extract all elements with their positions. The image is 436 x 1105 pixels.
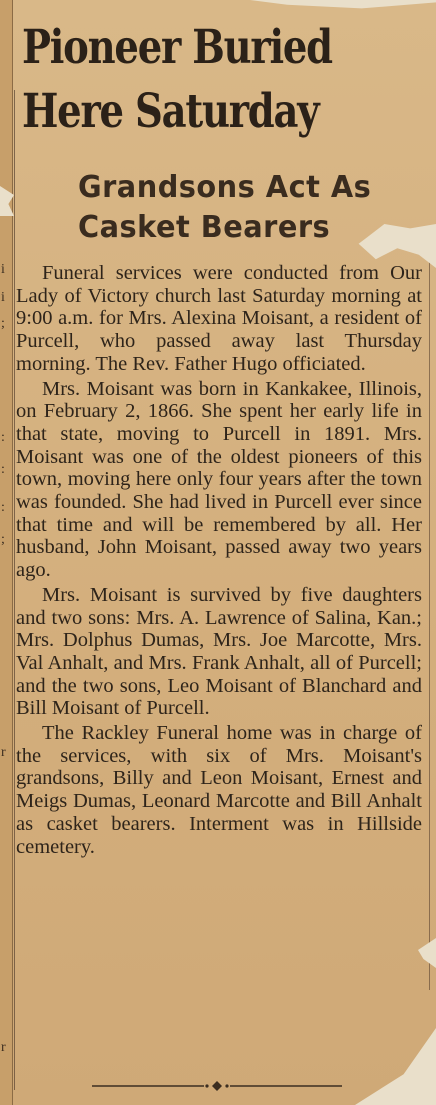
paragraph-funeral-services: Funeral services were conducted from Our Lady of Victory church last Saturday morning at 9:00 a.m. for Mrs. Alexina Moisant, a resident of Purcell, who passed away last Thursday morning. The Rev. Father Hugo officiated. (16, 262, 422, 375)
torn-edge (418, 938, 436, 968)
paragraph-survivors: Mrs. Moisant is survived by five daughters and two sons: Mrs. A. Lawrence of Salina, Kan.; Mrs. Dolphus Dumas, Mrs. Joe Marcotte, Mrs. Val Anhalt, and Mrs. Frank Anhalt, all of Purcell; and the two sons, Leo Moisant of Blanchard and Bill Moisant of Purcell. (16, 583, 422, 720)
subheadline-line-1: Grandsons Act As (78, 170, 372, 205)
end-ornament (92, 1080, 342, 1092)
subheadline (78, 168, 404, 248)
margin-fragment: : (1, 430, 5, 445)
headline-line-2: Here Saturday (22, 84, 319, 139)
margin-fragment: ; (1, 532, 5, 547)
column-rule-right (429, 250, 430, 990)
subheadline-line-2: Casket Bearers (78, 210, 331, 245)
margin-fragment: ; (1, 316, 5, 331)
paragraph-casket-bearers: The Rackley Funeral home was in charge of the services, with six of Mrs. Moisant's grandsons, Billy and Leon Moisant, Ernest and Meigs Dumas, Leonard Marcotte and Bill Anhalt as casket bearers. Interment was in Hillside cemetery. (16, 722, 422, 858)
torn-edge (250, 0, 436, 12)
headline (22, 16, 350, 144)
margin-fragment: i (1, 262, 5, 277)
margin-fragment: r (1, 745, 6, 760)
article-body (16, 262, 422, 860)
margin-fragment: : (1, 500, 5, 515)
adjacent-column-edge (0, 0, 13, 1105)
paragraph-biography: Mrs. Moisant was born in Kankakee, Illinois, on February 2, 1866. She spent her early life in that state, moving to Purcell in 1891. Mrs. Moisant was one of the oldest pioneers of this town, moving here only four years after the town was founded. She had lived in Purcell ever since that time and will be remembered by all. Her husband, John Moisant, passed away two years ago. (16, 377, 422, 582)
margin-fragment: i (1, 290, 5, 305)
torn-edge (355, 1028, 436, 1105)
column-rule-left (14, 90, 15, 1090)
margin-fragment: r (1, 1040, 6, 1055)
headline-line-1: Pioneer Buried (22, 20, 332, 75)
margin-fragment: : (1, 462, 5, 477)
